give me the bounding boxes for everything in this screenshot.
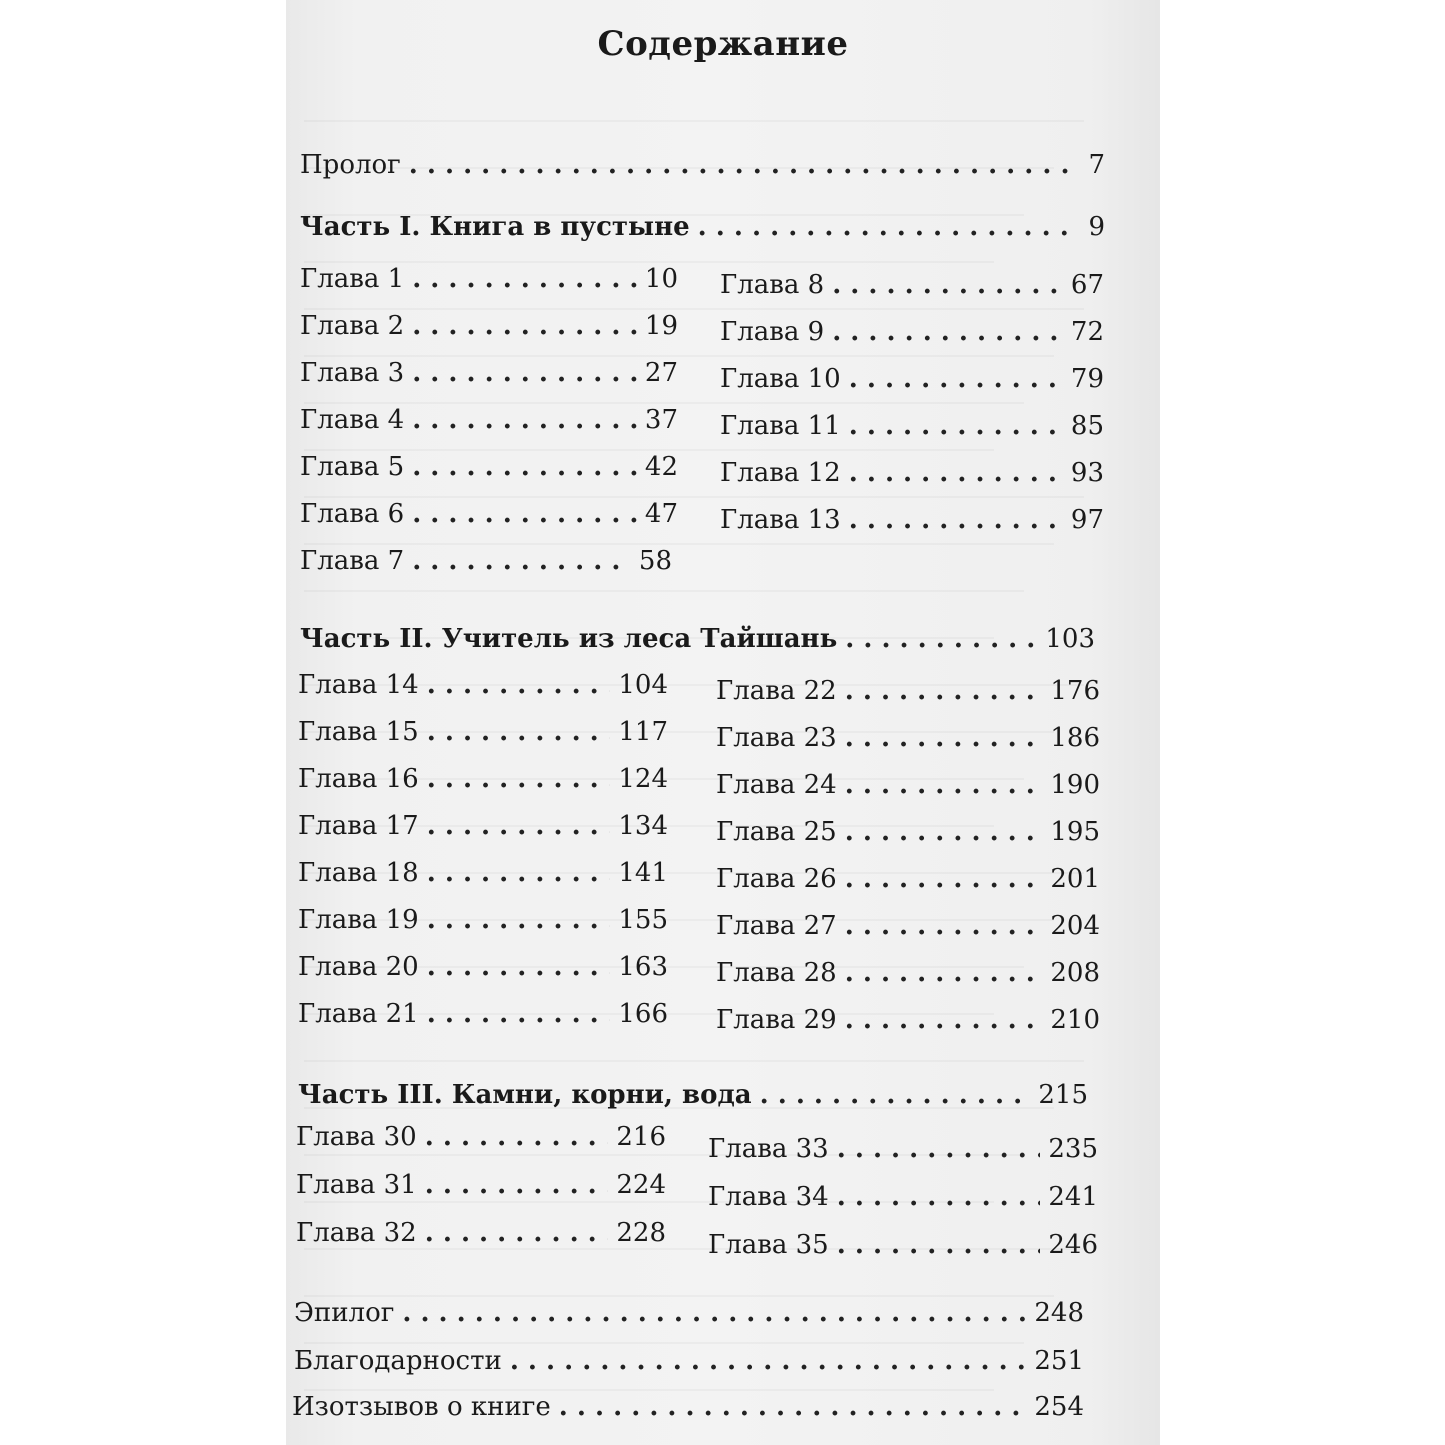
toc-entry-chapter-35 bbox=[708, 1230, 1098, 1260]
leader-dots bbox=[412, 499, 637, 529]
leader-dots bbox=[425, 1122, 609, 1152]
show-through-line bbox=[304, 590, 1024, 592]
entry-page: 251 bbox=[1034, 1346, 1084, 1376]
entry-label: Глава 1 bbox=[300, 264, 405, 294]
entry-label: Глава 28 bbox=[716, 958, 837, 988]
toc-entry-chapter-19 bbox=[298, 905, 668, 935]
leader-dots bbox=[845, 624, 1037, 654]
show-through-line bbox=[304, 120, 1084, 122]
toc-entry-chapter-6 bbox=[300, 499, 678, 529]
entry-page: 10 bbox=[644, 264, 678, 294]
entry-page: 93 bbox=[1070, 458, 1104, 488]
entry-page: 155 bbox=[618, 905, 668, 935]
leader-dots bbox=[832, 317, 1063, 347]
leader-dots bbox=[412, 311, 637, 341]
entry-page: 124 bbox=[618, 764, 668, 794]
show-through-line bbox=[304, 543, 1054, 545]
entry-page: 241 bbox=[1048, 1182, 1098, 1212]
entry-label: Глава 33 bbox=[708, 1134, 829, 1164]
show-through-line bbox=[304, 308, 1084, 310]
entry-page: 58 bbox=[638, 546, 672, 576]
toc-entry-chapter-20 bbox=[298, 952, 668, 982]
leader-dots bbox=[845, 864, 1043, 894]
leader-dots bbox=[845, 676, 1043, 706]
entry-label: Глава 25 bbox=[716, 817, 837, 847]
leader-dots bbox=[845, 817, 1043, 847]
leader-dots bbox=[559, 1392, 1027, 1422]
leader-dots bbox=[427, 717, 611, 747]
leader-dots bbox=[412, 452, 637, 482]
entry-label: Глава 2 bbox=[300, 311, 405, 341]
show-through-line bbox=[304, 1389, 994, 1391]
leader-dots bbox=[409, 150, 1081, 180]
entry-page: 176 bbox=[1050, 676, 1100, 706]
entry-label: Глава 16 bbox=[298, 764, 419, 794]
entry-label: Глава 3 bbox=[300, 358, 405, 388]
entry-page: 190 bbox=[1050, 770, 1100, 800]
entry-page: 79 bbox=[1070, 364, 1104, 394]
leader-dots bbox=[845, 770, 1043, 800]
entry-label: Глава 30 bbox=[296, 1122, 417, 1152]
toc-entry-chapter-26 bbox=[716, 864, 1100, 894]
leader-dots bbox=[837, 1230, 1041, 1260]
entry-page: 216 bbox=[616, 1122, 666, 1152]
entry-label: Благодарности bbox=[294, 1346, 502, 1376]
entry-page: 201 bbox=[1050, 864, 1100, 894]
entry-page: 7 bbox=[1088, 150, 1105, 180]
entry-page: 186 bbox=[1050, 723, 1100, 753]
leader-dots bbox=[412, 546, 631, 576]
entry-page: 104 bbox=[618, 670, 668, 700]
leader-dots bbox=[425, 1170, 609, 1200]
show-through-line bbox=[304, 1060, 1084, 1062]
leader-dots bbox=[427, 999, 611, 1029]
entry-page: 254 bbox=[1034, 1392, 1084, 1422]
leader-dots bbox=[412, 405, 637, 435]
toc-entry-chapter-18 bbox=[298, 858, 668, 888]
toc-entry-chapter-14 bbox=[298, 670, 668, 700]
entry-page: 19 bbox=[644, 311, 678, 341]
leader-dots bbox=[845, 958, 1043, 988]
show-through-line bbox=[304, 496, 1084, 498]
leader-dots bbox=[849, 364, 1063, 394]
toc-entry-chapter-16 bbox=[298, 764, 668, 794]
entry-label: Глава 9 bbox=[720, 317, 825, 347]
toc-entry-prolog bbox=[300, 150, 1105, 180]
entry-label: Глава 31 bbox=[296, 1170, 417, 1200]
toc-entry-chapter-5 bbox=[300, 452, 678, 482]
leader-dots bbox=[698, 212, 1081, 242]
entry-page: 42 bbox=[644, 452, 678, 482]
leader-dots bbox=[849, 458, 1063, 488]
entry-label: Глава 34 bbox=[708, 1182, 829, 1212]
entry-label: Глава 11 bbox=[720, 411, 841, 441]
leader-dots bbox=[427, 858, 611, 888]
entry-page: 248 bbox=[1034, 1298, 1084, 1328]
toc-entry-chapter-9 bbox=[720, 317, 1104, 347]
entry-label: Глава 21 bbox=[298, 999, 419, 1029]
toc-entry-chapter-4 bbox=[300, 405, 678, 435]
toc-entry-chapter-13 bbox=[720, 505, 1104, 535]
leader-dots bbox=[760, 1080, 1031, 1110]
entry-label: Глава 29 bbox=[716, 1005, 837, 1035]
toc-entry-chapter-17 bbox=[298, 811, 668, 841]
entry-page: 210 bbox=[1050, 1005, 1100, 1035]
toc-entry-chapter-22 bbox=[716, 676, 1100, 706]
entry-label: Глава 7 bbox=[300, 546, 405, 576]
entry-page: 166 bbox=[618, 999, 668, 1029]
toc-entry-chapter-31 bbox=[296, 1170, 666, 1200]
toc-entry-chapter-12 bbox=[720, 458, 1104, 488]
entry-page: 246 bbox=[1048, 1230, 1098, 1260]
entry-page: 235 bbox=[1048, 1134, 1098, 1164]
show-through-line bbox=[304, 355, 1054, 357]
entry-page: 208 bbox=[1050, 958, 1100, 988]
toc-entry-part-3 bbox=[298, 1080, 1088, 1110]
toc-entry-part-2 bbox=[300, 624, 1095, 654]
leader-dots bbox=[427, 811, 611, 841]
entry-page: 117 bbox=[618, 717, 668, 747]
leader-dots bbox=[402, 1298, 1026, 1328]
toc-entry-part-1 bbox=[300, 212, 1105, 242]
entry-label: Глава 18 bbox=[298, 858, 419, 888]
entry-page: 27 bbox=[644, 358, 678, 388]
entry-label: Глава 24 bbox=[716, 770, 837, 800]
leader-dots bbox=[412, 264, 637, 294]
toc-entry-chapter-34 bbox=[708, 1182, 1098, 1212]
entry-label: Глава 26 bbox=[716, 864, 837, 894]
leader-dots bbox=[849, 505, 1063, 535]
toc-entry-chapter-25 bbox=[716, 817, 1100, 847]
entry-label: Глава 8 bbox=[720, 270, 825, 300]
book-page bbox=[286, 0, 1160, 1445]
entry-page: 37 bbox=[644, 405, 678, 435]
toc-entry-chapter-7 bbox=[300, 546, 672, 576]
leader-dots bbox=[845, 911, 1043, 941]
show-through-line bbox=[304, 449, 994, 451]
entry-page: 47 bbox=[644, 499, 678, 529]
entry-label: Глава 15 bbox=[298, 717, 419, 747]
entry-label: Глава 32 bbox=[296, 1218, 417, 1248]
leader-dots bbox=[412, 358, 637, 388]
entry-page: 72 bbox=[1070, 317, 1104, 347]
leader-dots bbox=[845, 1005, 1043, 1035]
toc-entry-chapter-8 bbox=[720, 270, 1104, 300]
toc-entry-chapter-29 bbox=[716, 1005, 1100, 1035]
entry-label: Глава 13 bbox=[720, 505, 841, 535]
entry-page: 195 bbox=[1050, 817, 1100, 847]
entry-page: 141 bbox=[618, 858, 668, 888]
entry-label: Изотзывов о книге bbox=[292, 1392, 551, 1422]
entry-page: 215 bbox=[1038, 1080, 1088, 1110]
toc-entry-chapter-23 bbox=[716, 723, 1100, 753]
leader-dots bbox=[427, 905, 611, 935]
entry-label: Эпилог bbox=[294, 1298, 395, 1328]
entry-label: Глава 22 bbox=[716, 676, 837, 706]
toc-entry-chapter-3 bbox=[300, 358, 678, 388]
leader-dots bbox=[425, 1218, 609, 1248]
entry-page: 67 bbox=[1070, 270, 1104, 300]
toc-entry-reviews bbox=[292, 1392, 1084, 1422]
show-through-line bbox=[304, 1295, 1054, 1297]
entry-label: Глава 19 bbox=[298, 905, 419, 935]
entry-label: Глава 23 bbox=[716, 723, 837, 753]
entry-page: 9 bbox=[1088, 212, 1105, 242]
entry-page: 103 bbox=[1045, 624, 1095, 654]
leader-dots bbox=[510, 1346, 1027, 1376]
toc-entry-chapter-30 bbox=[296, 1122, 666, 1152]
toc-entry-chapter-21 bbox=[298, 999, 668, 1029]
entry-page: 97 bbox=[1070, 505, 1104, 535]
toc-entry-chapter-2 bbox=[300, 311, 678, 341]
leader-dots bbox=[427, 670, 611, 700]
entry-label: Глава 35 bbox=[708, 1230, 829, 1260]
entry-page: 163 bbox=[618, 952, 668, 982]
toc-entry-chapter-24 bbox=[716, 770, 1100, 800]
entry-label: Часть II. Учитель из леса Тайшань bbox=[300, 624, 838, 654]
entry-label: Глава 20 bbox=[298, 952, 419, 982]
entry-label: Часть III. Камни, корни, вода bbox=[298, 1080, 752, 1110]
entry-label: Глава 17 bbox=[298, 811, 419, 841]
show-through-line bbox=[304, 1342, 1024, 1344]
leader-dots bbox=[832, 270, 1063, 300]
toc-entry-chapter-11 bbox=[720, 411, 1104, 441]
entry-page: 85 bbox=[1070, 411, 1104, 441]
leader-dots bbox=[849, 411, 1063, 441]
leader-dots bbox=[845, 723, 1043, 753]
show-through-line bbox=[304, 402, 1024, 404]
leader-dots bbox=[837, 1182, 1041, 1212]
toc-entry-chapter-1 bbox=[300, 264, 678, 294]
entry-label: Глава 12 bbox=[720, 458, 841, 488]
show-through-line bbox=[304, 261, 994, 263]
entry-label: Пролог bbox=[300, 150, 401, 180]
toc-entry-chapter-10 bbox=[720, 364, 1104, 394]
entry-label: Глава 10 bbox=[720, 364, 841, 394]
entry-page: 134 bbox=[618, 811, 668, 841]
leader-dots bbox=[427, 764, 611, 794]
leader-dots bbox=[837, 1134, 1041, 1164]
entry-label: Глава 5 bbox=[300, 452, 405, 482]
entry-label: Глава 14 bbox=[298, 670, 419, 700]
entry-label: Глава 4 bbox=[300, 405, 405, 435]
leader-dots bbox=[427, 952, 611, 982]
entry-label: Глава 27 bbox=[716, 911, 837, 941]
entry-page: 204 bbox=[1050, 911, 1100, 941]
toc-entry-thanks bbox=[294, 1346, 1084, 1376]
entry-label: Глава 6 bbox=[300, 499, 405, 529]
toc-entry-chapter-33 bbox=[708, 1134, 1098, 1164]
entry-page: 228 bbox=[616, 1218, 666, 1248]
toc-entry-chapter-27 bbox=[716, 911, 1100, 941]
toc-entry-chapter-32 bbox=[296, 1218, 666, 1248]
toc-entry-chapter-28 bbox=[716, 958, 1100, 988]
entry-page: 224 bbox=[616, 1170, 666, 1200]
toc-entry-epilog bbox=[294, 1298, 1084, 1328]
toc-entry-chapter-15 bbox=[298, 717, 668, 747]
entry-label: Часть I. Книга в пустыне bbox=[300, 212, 690, 242]
page-title: Содержание bbox=[597, 24, 849, 64]
